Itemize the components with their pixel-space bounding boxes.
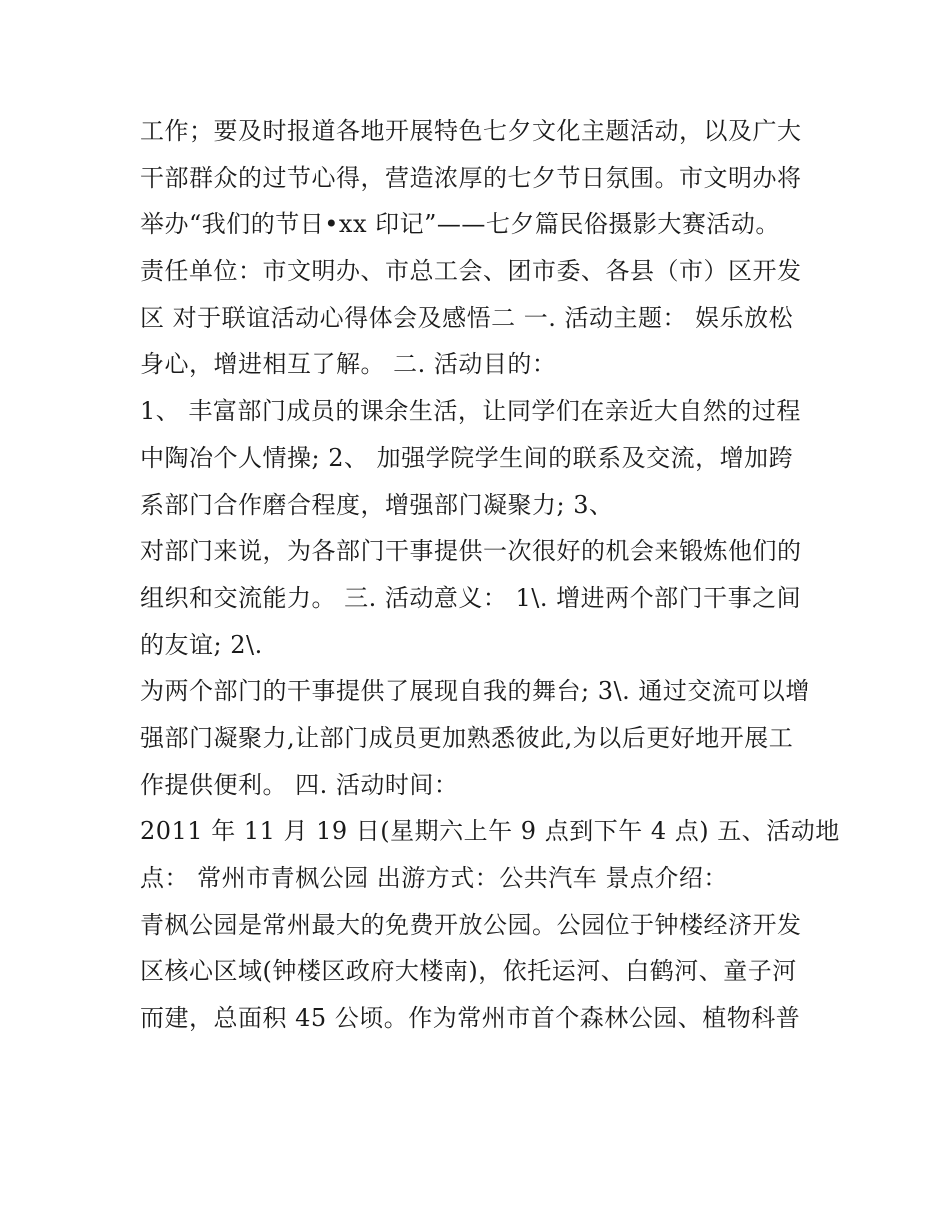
text-line: 1、 丰富部门成员的课余生活，让同学们在亲近大自然的过程 <box>140 397 801 426</box>
text-line: 2011 年 11 月 19 日(星期六上午 9 点到下午 4 点) 五、活动地 <box>140 817 840 846</box>
text-line: 中陶冶个人情操; 2、 加强学院学生间的联系及交流，增加跨 <box>140 443 794 472</box>
text-line: 的友谊; 2\. <box>140 630 263 659</box>
text-line: 身心，增进相互了解。 二. 活动目的： <box>140 350 557 379</box>
document-body <box>140 108 840 1042</box>
text-line: 强部门凝聚力,让部门成员更加熟悉彼此,为以后更好地开展工 <box>140 723 794 752</box>
text-line: 点： 常州市青枫公园 出游方式：公共汽车 景点介绍： <box>140 864 728 892</box>
text-line: 区核心区域(钟楼区政府大楼南)，依托运河、白鹤河、童子河 <box>140 957 797 986</box>
text-line: 组织和交流能力。 三. 活动意义： 1\. 增进两个部门干事之间 <box>140 583 802 612</box>
text-line: 系部门合作磨合程度，增强部门凝聚力; 3、 <box>140 490 614 519</box>
text-line: 对部门来说，为各部门干事提供一次很好的机会来锻炼他们的 <box>140 537 802 566</box>
text-line: 而建，总面积 45 公顷。作为常州市首个森林公园、植物科普 <box>140 1004 801 1033</box>
text-line: 责任单位：市文明办、市总工会、团市委、各县（市）区开发 <box>140 257 802 286</box>
text-line: 举办“我们的节日•xx 印记”——七夕篇民俗摄影大赛活动。 <box>140 210 780 239</box>
text-line: 区 对于联谊活动心得体会及感悟二 一. 活动主题： 娱乐放松 <box>140 303 794 332</box>
text-line: 青枫公园是常州最大的免费开放公园。公园位于钟楼经济开发 <box>140 910 802 939</box>
text-line: 为两个部门的干事提供了展现自我的舞台; 3\. 通过交流可以增 <box>140 677 810 706</box>
text-line: 干部群众的过节心得，营造浓厚的七夕节日氛围。市文明办将 <box>140 163 802 192</box>
text-line: 工作；要及时报道各地开展特色七夕文化主题活动，以及广大 <box>140 117 802 145</box>
text-line: 作提供便利。 四. 活动时间： <box>140 770 459 799</box>
